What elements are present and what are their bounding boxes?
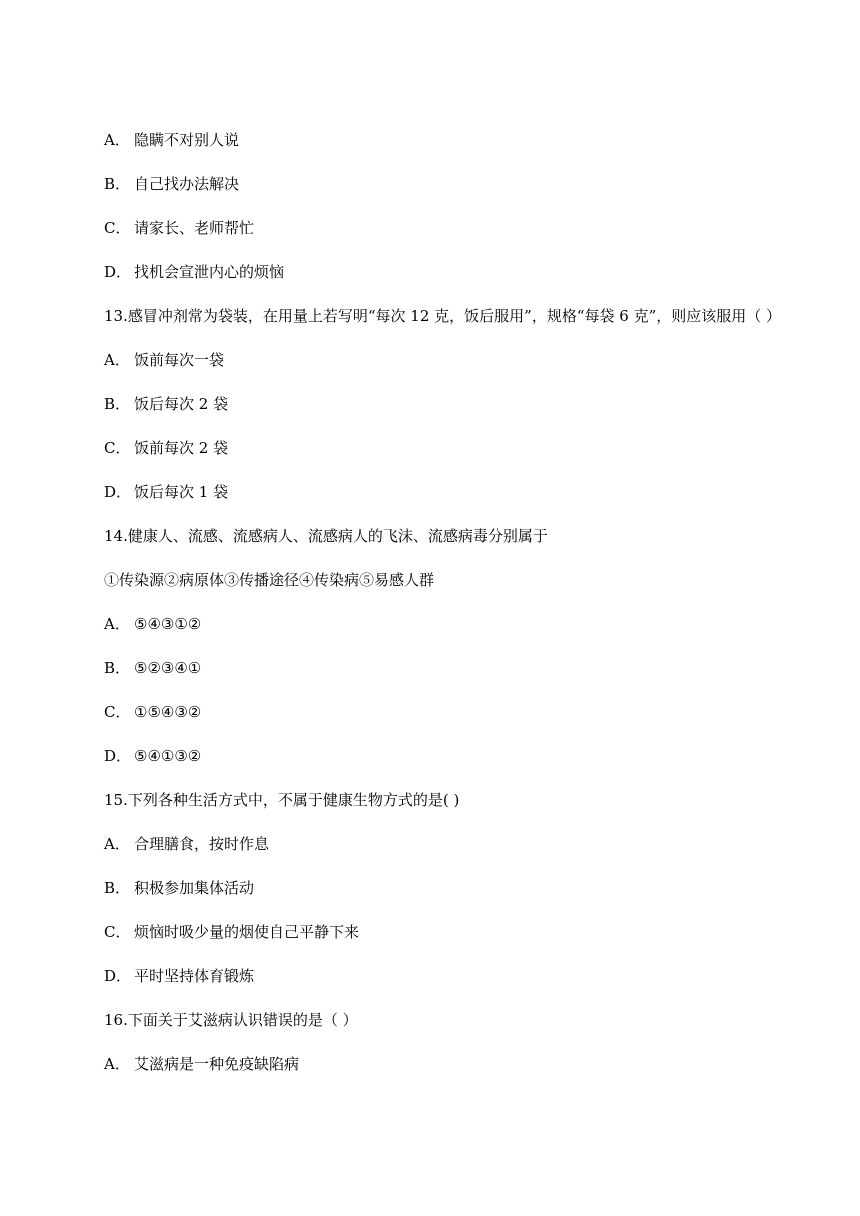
option-line <box>104 174 239 194</box>
option-line <box>104 658 201 678</box>
option-line <box>104 130 239 150</box>
option-text: ⑤④①③② <box>134 747 202 765</box>
option-letter: A． <box>104 131 130 149</box>
option-text: 自己找办法解决 <box>134 175 240 193</box>
option-text: ⑤④③①② <box>134 615 202 633</box>
option-line <box>104 262 284 282</box>
question-line: 15.下列各种生活方式中，不属于健康生物方式的是( ) <box>104 791 460 809</box>
option-letter: B． <box>104 395 131 413</box>
option-text: 请家长、老师帮忙 <box>134 219 255 237</box>
option-line <box>104 966 254 986</box>
option-text: 合理膳食，按时作息 <box>134 835 270 853</box>
option-letter: B． <box>104 879 131 897</box>
option-letter: D． <box>104 263 132 281</box>
option-text: 隐瞒不对别人说 <box>134 131 240 149</box>
option-text: 积极参加集体活动 <box>134 879 255 897</box>
option-letter: D． <box>104 967 132 985</box>
option-line <box>104 394 228 414</box>
question-line: 16.下面关于艾滋病认识错误的是（ ） <box>104 1011 358 1029</box>
option-letter: C． <box>104 439 131 457</box>
question-line: 14.健康人、流感、流感病人、流感病人的飞沫、流感病毒分别属于 <box>104 527 548 545</box>
option-text: 饭前每次一袋 <box>134 351 225 369</box>
option-letter: C． <box>104 923 131 941</box>
option-text: 平时坚持体育锻炼 <box>134 967 255 985</box>
option-text: ①⑤④③② <box>134 703 202 721</box>
option-line <box>104 438 228 458</box>
option-line <box>104 350 224 370</box>
option-text: 艾滋病是一种免疫缺陷病 <box>134 1055 300 1073</box>
option-line <box>104 834 269 854</box>
option-letter: C． <box>104 703 131 721</box>
option-text: ⑤②③④① <box>134 659 202 677</box>
question-line: 13.感冒冲剂常为袋装，在用量上若写明“每次 12 克，饭后服用”，规格“每袋 6 克”，则应该服用（ ） <box>104 307 782 325</box>
option-letter: A． <box>104 835 130 853</box>
option-letter: B． <box>104 175 131 193</box>
option-letter: D． <box>104 747 132 765</box>
option-line <box>104 614 201 634</box>
option-letter: A． <box>104 351 130 369</box>
option-letter: B． <box>104 659 131 677</box>
option-line <box>104 746 201 766</box>
option-line <box>104 218 254 238</box>
option-line <box>104 922 359 942</box>
option-line <box>104 878 254 898</box>
option-line <box>104 702 201 722</box>
option-text: 饭后每次 1 袋 <box>134 483 229 501</box>
option-text: 饭后每次 2 袋 <box>134 395 229 413</box>
option-text: 烦恼时吸少量的烟使自己平静下来 <box>134 923 360 941</box>
option-line <box>104 1054 299 1074</box>
option-letter: A． <box>104 1055 130 1073</box>
option-line <box>104 482 228 502</box>
option-letter: C． <box>104 219 131 237</box>
option-text: 找机会宣泄内心的烦恼 <box>134 263 285 281</box>
option-text: 饭前每次 2 袋 <box>134 439 229 457</box>
option-letter: D． <box>104 483 132 501</box>
question-line: ①传染源②病原体③传播途径④传染病⑤易感人群 <box>104 571 435 589</box>
option-letter: A． <box>104 615 130 633</box>
